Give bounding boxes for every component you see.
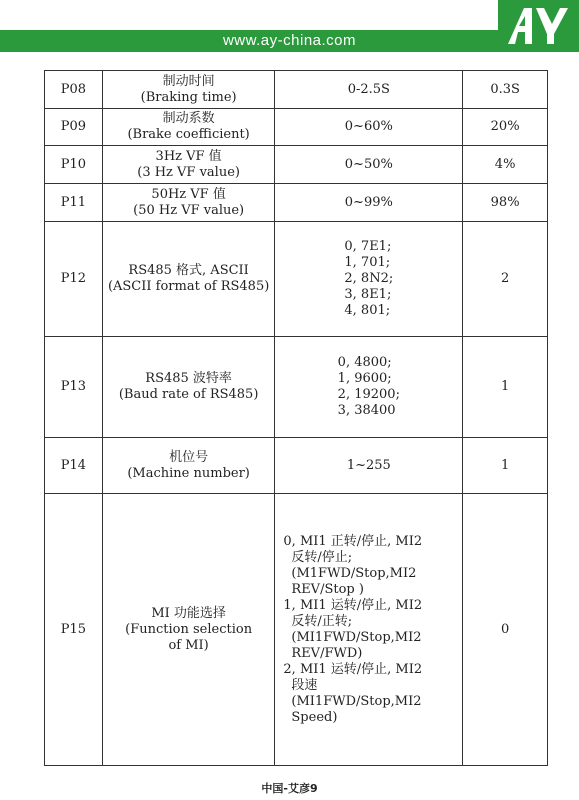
- param-default: 0.3S: [463, 71, 548, 109]
- param-name-cn: 机位号: [169, 449, 209, 465]
- param-name: [102, 337, 275, 438]
- param-name: [102, 184, 275, 222]
- param-code: P10: [45, 146, 103, 184]
- param-name-cn: 制动时间: [162, 73, 215, 89]
- param-name: [102, 222, 275, 337]
- table-row: [45, 494, 548, 766]
- table-row: [45, 146, 548, 184]
- param-code: P11: [45, 184, 103, 222]
- option-line: 1, MI1 运转/停止, MI2: [283, 597, 423, 613]
- option-line: (MI1FWD/Stop,MI2: [291, 693, 422, 709]
- param-range: 0~60%: [275, 109, 463, 146]
- parameter-table: [44, 70, 548, 766]
- param-code: P12: [45, 222, 103, 337]
- option-line: 0, MI1 正转/停止, MI2: [283, 533, 423, 549]
- param-name-cn: RS485 波特率: [145, 371, 232, 386]
- table-row: [45, 184, 548, 222]
- param-default: 0: [463, 494, 548, 766]
- param-name-en: (50 Hz VF value): [133, 202, 245, 218]
- param-default: 4%: [463, 146, 548, 184]
- option-line: (MI1FWD/Stop,MI2: [291, 629, 422, 645]
- param-default: 20%: [463, 109, 548, 146]
- param-code: P14: [45, 438, 103, 494]
- param-name: [102, 109, 275, 146]
- param-name: [102, 494, 275, 766]
- param-name-cn: 3Hz VF 值: [155, 148, 222, 164]
- param-name-en: (Machine number): [127, 465, 250, 481]
- option-line: 1, 701;: [344, 255, 391, 270]
- table-row: [45, 109, 548, 146]
- param-range: 1~255: [275, 438, 463, 494]
- param-default: 1: [463, 438, 548, 494]
- param-code: P09: [45, 109, 103, 146]
- param-name-en: (Function selection: [125, 621, 253, 637]
- param-name-en: (Braking time): [140, 89, 237, 105]
- ay-logo-icon: [506, 4, 572, 48]
- option-line: 段速: [291, 677, 318, 693]
- option-line: REV/FWD): [291, 645, 363, 661]
- param-name: [102, 71, 275, 109]
- param-name-en: (Brake coefficient): [127, 127, 250, 142]
- ay-logo: [498, 0, 579, 52]
- param-name-en: (ASCII format of RS485): [107, 279, 270, 294]
- param-name-cn: 50Hz VF 值: [151, 186, 226, 202]
- option-line: 0, 4800;: [337, 355, 392, 370]
- option-line: 1, 9600;: [337, 371, 392, 386]
- option-line: 反转/停止;: [291, 549, 353, 565]
- table-row: [45, 222, 548, 337]
- param-name: [102, 438, 275, 494]
- option-line: 3, 8E1;: [344, 287, 392, 302]
- option-line: 0, 7E1;: [344, 239, 392, 254]
- table-row: [45, 438, 548, 494]
- table-row: [45, 337, 548, 438]
- table-row: [45, 71, 548, 109]
- param-range: 0~50%: [275, 146, 463, 184]
- param-name-cn: RS485 格式, ASCII: [128, 263, 249, 278]
- param-options: [275, 494, 463, 766]
- option-line: 4, 801;: [344, 303, 391, 318]
- param-options: [275, 337, 463, 438]
- param-options: [275, 222, 463, 337]
- param-code: P15: [45, 494, 103, 766]
- param-code: P13: [45, 337, 103, 438]
- option-line: REV/Stop ): [291, 581, 364, 597]
- option-line: 2, MI1 运转/停止, MI2: [283, 661, 423, 677]
- param-name: [102, 146, 275, 184]
- param-name-en: (3 Hz VF value): [137, 164, 240, 180]
- option-line: 2, 8N2;: [344, 271, 394, 286]
- param-default: 98%: [463, 184, 548, 222]
- website-url[interactable]: www.ay-china.com: [222, 32, 357, 49]
- page-header: [0, 0, 579, 54]
- option-line: Speed): [291, 709, 338, 725]
- param-code: P08: [45, 71, 103, 109]
- param-default: 1: [463, 337, 548, 438]
- option-line: (M1FWD/Stop,MI2: [291, 565, 417, 581]
- param-range: 0-2.5S: [275, 71, 463, 109]
- param-range: 0~99%: [275, 184, 463, 222]
- param-default: 2: [463, 222, 548, 337]
- param-name-cn: 制动系数: [162, 111, 215, 126]
- param-name-en: (Baud rate of RS485): [118, 387, 259, 402]
- param-name-cn: MI 功能选择: [151, 605, 226, 621]
- option-line: 3, 38400: [337, 403, 396, 418]
- param-name-en: of MI): [168, 637, 209, 653]
- option-line: 2, 19200;: [337, 387, 400, 402]
- option-line: 反转/正转;: [291, 613, 353, 629]
- page-footer: 中国-艾彦9: [261, 782, 318, 795]
